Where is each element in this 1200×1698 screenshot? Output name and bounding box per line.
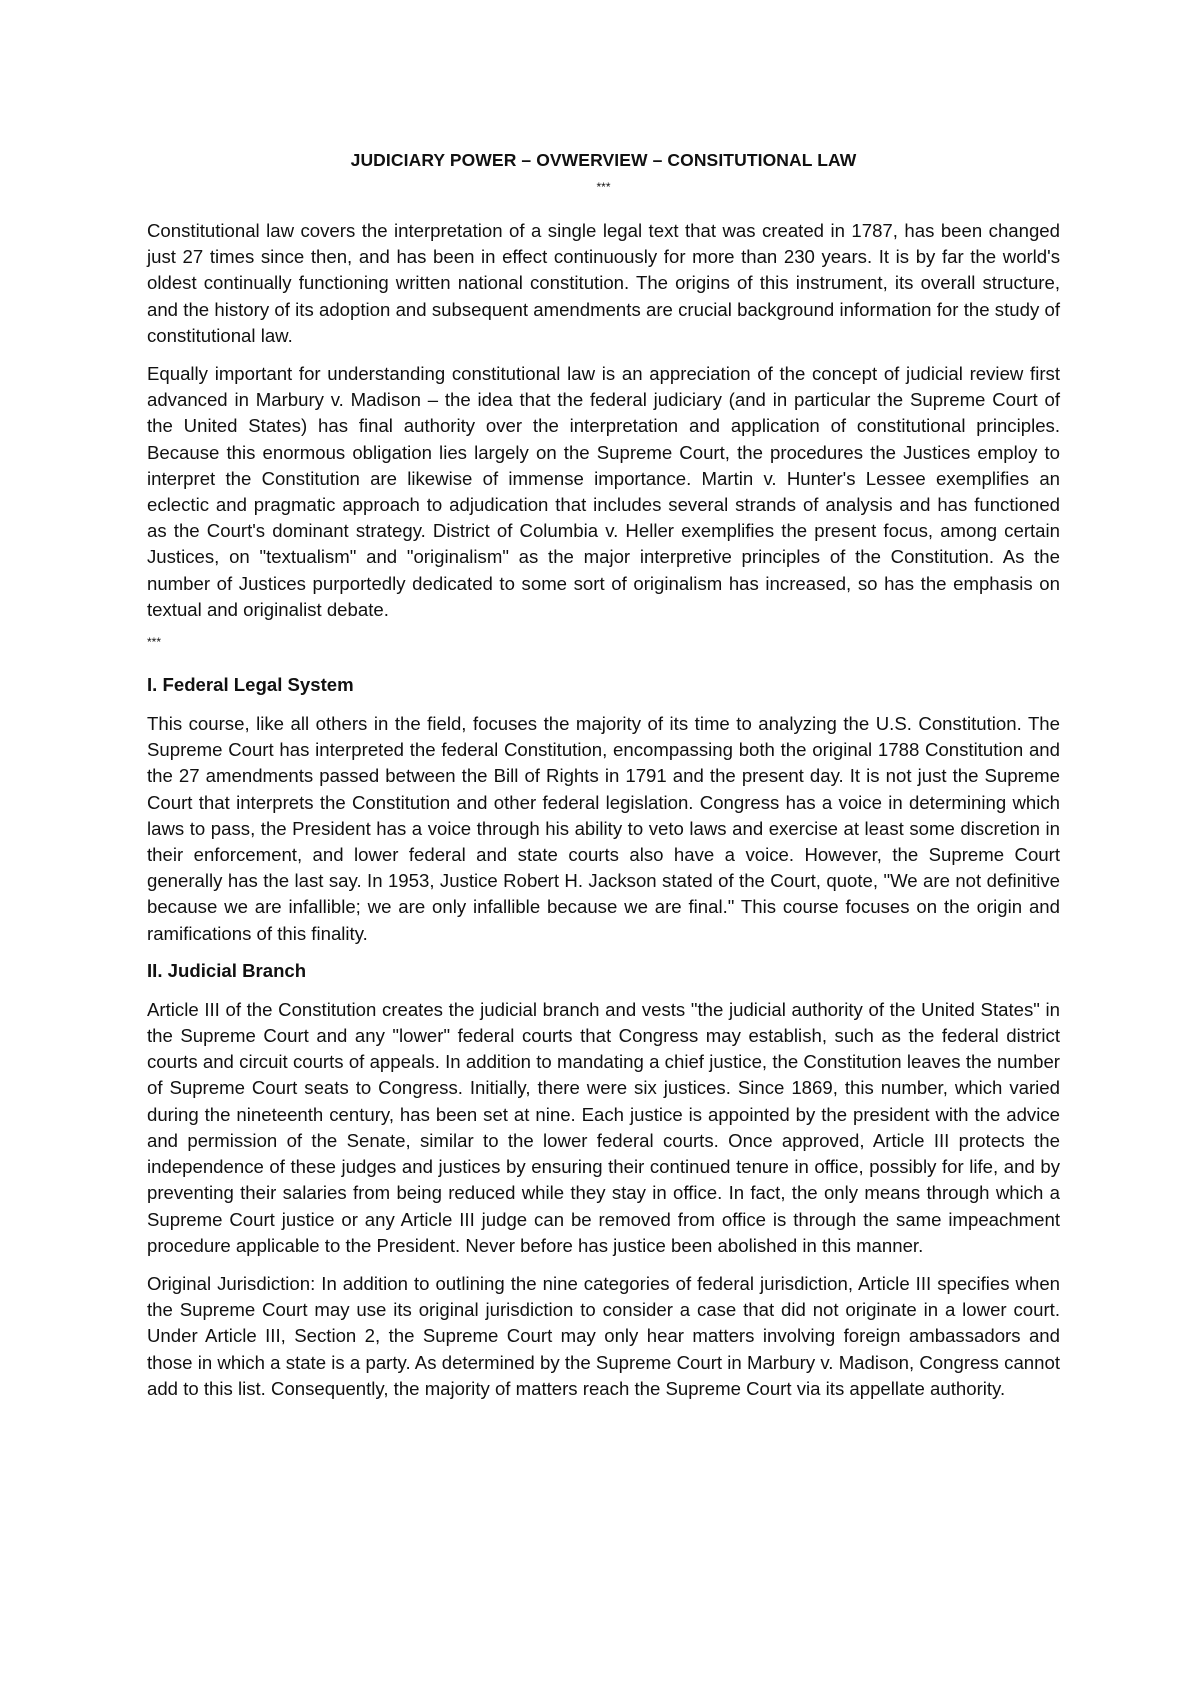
document-page [147, 150, 1060, 1414]
separator-asterisks-middle: *** [147, 635, 162, 650]
separator-asterisks-top: *** [596, 180, 611, 194]
section-1-paragraph-1: This course, like all others in the field, focuses the majority of its time to analyzing the U.S. Constitution. The Supreme Court has interpreted the federal Constitution, encompassing both the original 1788 Constitution and the 27 amendments passed between the Bill of Rights in 1791 and the present day. It is not just the Supreme Court that interprets the Constitution and other federal legislation. Congress has a voice in determining which laws to pass, the President has a voice through his ability to veto laws and exercise at least some discretion in their enforcement, and lower federal and state courts also have a voice. However, the Supreme Court generally has the last say. In 1953, Justice Robert H. Jackson stated of the Court, quote, "We are not definitive because we are infallible; we are only infallible because we are final." This course focuses on the origin and ramifications of this finality. [147, 713, 1060, 944]
section-heading-judicial-branch: II. Judicial Branch [147, 959, 307, 981]
section-heading-federal-legal-system: I. Federal Legal System [147, 674, 354, 696]
intro-paragraph-2: Equally important for understanding constitutional law is an appreciation of the concept of judicial review first advanced in Marbury v. Madison – the idea that the federal judiciary (and in particular the Supreme Court of the United States) has final authority over the interpretation and application of constitutional principles. Because this enormous obligation lies largely on the Supreme Court, the procedures the Justices employ to interpret the Constitution are likewise of immense importance. Martin v. Hunter's Lessee exemplifies an eclectic and pragmatic approach to adjudication that includes several strands of analysis and has functioned as the Court's dominant strategy. District of Columbia v. Heller exemplifies the present focus, among certain Justices, on "textualism" and "originalism" as the major interpretive principles of the Constitution. As the number of Justices purportedly dedicated to some sort of originalism has increased, so has the emphasis on textual and originalist debate. [147, 363, 1060, 620]
intro-paragraph-1: Constitutional law covers the interpretation of a single legal text that was created in 1787, has been changed just 27 times since then, and has been in effect continuously for more than 230 years. It is by far the world's oldest continually functioning written national constitution. The origins of this instrument, its overall structure, and the history of its adoption and subsequent amendments are crucial background information for the study of constitutional law. [147, 220, 1060, 346]
section-2-paragraph-1: Article III of the Constitution creates the judicial branch and vests "the judicial authority of the United States" in the Supreme Court and any "lower" federal courts that Congress may establish, such as the federal district courts and circuit courts of appeals. In addition to mandating a chief justice, the Constitution leaves the number of Supreme Court seats to Congress. Initially, there were six justices. Since 1869, this number, which varied during the nineteenth century, has been set at nine. Each justice is appointed by the president with the advice and permission of the Senate, similar to the lower federal courts. Once approved, Article III protects the independence of these judges and justices by ensuring their continued tenure in office, possibly for life, and by preventing their salaries from being reduced while they stay in office. In fact, the only means through which a Supreme Court justice or any Article III judge can be removed from office is through the same impeachment procedure applicable to the President. Never before has justice been abolished in this manner. [147, 998, 1060, 1256]
section-2-paragraph-2: Original Jurisdiction: In addition to outlining the nine categories of federal jurisdiction, Article III specifies when the Supreme Court may use its original jurisdiction to consider a case that did not originate in a lower court. Under Article III, Section 2, the Supreme Court may only hear matters involving foreign ambassadors and those in which a state is a party. As determined by the Supreme Court in Marbury v. Madison, Congress cannot add to this list. Consequently, the majority of matters reach the Supreme Court via its appellate authority. [147, 1272, 1060, 1399]
document-title: JUDICIARY POWER – OVWERVIEW – CONSITUTIONAL LAW [350, 150, 857, 170]
